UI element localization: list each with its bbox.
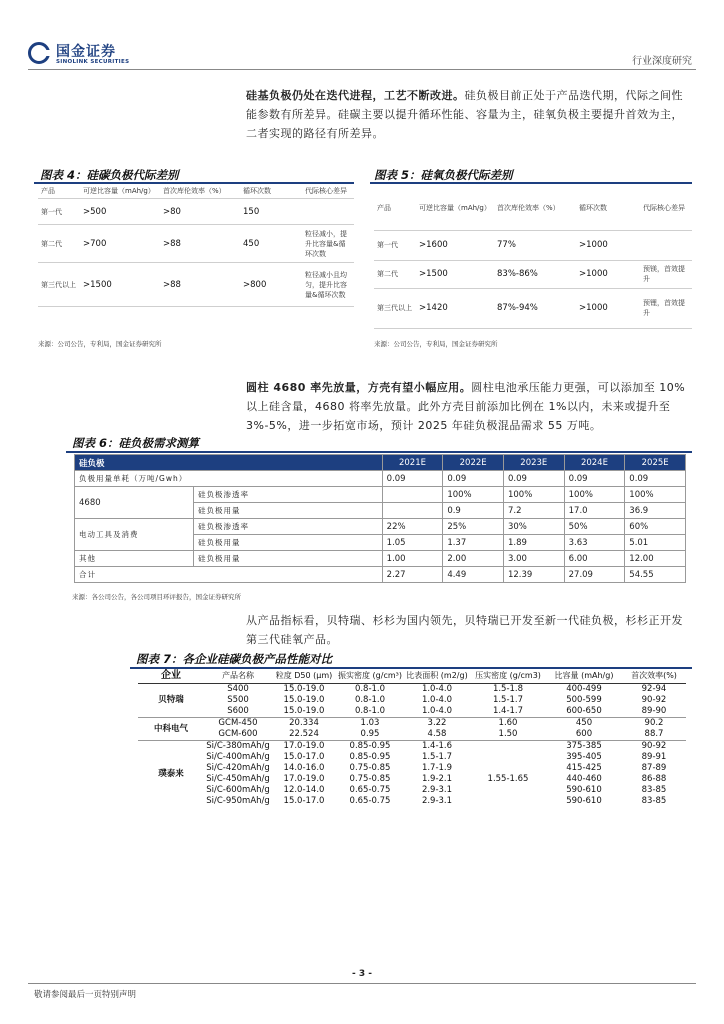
table-header-row: [138, 670, 686, 684]
header-cell: 振实密度 (g/cm³): [336, 670, 404, 684]
cell: 14.0-16.0: [283, 763, 325, 773]
header-cell: 比容量 (mAh/g): [546, 670, 622, 684]
header-cell: 代际核心差异: [640, 186, 692, 230]
cell: [470, 796, 546, 807]
cell: Si/C-950mAh/g: [206, 796, 270, 806]
table-header-row: [374, 186, 692, 230]
cell: 25%: [443, 519, 504, 535]
fig4-title: 图表 4：硅碳负极代际差别: [40, 168, 179, 182]
company-cell: 璞泰来: [138, 741, 204, 808]
cell: 4.49: [443, 567, 504, 583]
cell: 15.0-19.0: [283, 684, 325, 694]
table-row: [138, 718, 686, 730]
cell: 0.8-1.0: [354, 706, 386, 716]
cell: 粒径减小且均匀，提升比容量&循环次数: [302, 263, 354, 307]
company-cell: 中科电气: [138, 718, 204, 741]
cell: 第一代: [374, 230, 416, 260]
cell: [382, 503, 443, 519]
cell: [470, 741, 546, 753]
cell: 0.09: [382, 471, 443, 487]
header-cell: 企业: [138, 670, 204, 684]
cell: 83-85: [641, 796, 667, 806]
cell: 7.2: [503, 503, 564, 519]
cell: 450: [240, 225, 302, 263]
cell: 12.0-14.0: [283, 785, 325, 795]
cell: >1000: [576, 230, 640, 260]
cell: 22%: [382, 519, 443, 535]
header-cell: 粒度 D50 (μm): [272, 670, 336, 684]
fig4-source: 来源：公司公告，专利局，国金证券研究所: [38, 340, 162, 348]
cell: 92-94: [641, 684, 667, 694]
cell: [302, 199, 354, 225]
year-cell: 2023E: [503, 455, 564, 471]
cell: >1000: [576, 288, 640, 328]
cell: 415-425: [566, 763, 602, 773]
fig6-source: 来源：各公司公告，各公司项目环评报告，国金证券研究所: [72, 593, 241, 601]
cell: 15.0-17.0: [283, 796, 325, 806]
cell: 0.09: [443, 471, 504, 487]
cell: 1.00: [382, 551, 443, 567]
cell: 0.95: [360, 729, 380, 739]
cell: 第一代: [38, 199, 80, 225]
cell: >1000: [576, 260, 640, 288]
table-row: [138, 752, 686, 763]
footer-disclaimer: 敬请参阅最后一页特别声明: [34, 990, 137, 1000]
page-number: - 3 -: [352, 969, 372, 979]
cell: 60%: [625, 519, 686, 535]
header-cell: 可逆比容量（mAh/g）: [416, 186, 494, 230]
cell: 375-385: [546, 741, 622, 753]
cell: 590-610: [566, 796, 602, 806]
cell: 90-92: [622, 741, 686, 753]
cell: 83-85: [641, 785, 667, 795]
table-row: [138, 729, 686, 741]
cell: 6.00: [564, 551, 625, 567]
cell: 450: [546, 718, 622, 730]
fig5-table: [374, 186, 692, 329]
year-cell: 2022E: [443, 455, 504, 471]
cell: 1.0-4.0: [421, 706, 453, 716]
group-label: 电动工具及消费: [75, 519, 194, 551]
cell: 预锂，首效提升: [640, 288, 692, 328]
cell: 15.0-19.0: [283, 706, 325, 716]
cell: 22.524: [289, 729, 319, 739]
header-cell: 首次库伦效率（%）: [160, 184, 240, 199]
cell: 90-92: [641, 695, 667, 705]
cell: 预镁，首效提升: [640, 260, 692, 288]
cell: 3.00: [503, 551, 564, 567]
table-row: [374, 288, 692, 328]
header-cell: 代际核心差异: [302, 184, 354, 199]
cell: 88.7: [644, 729, 664, 739]
table-row: [38, 263, 354, 307]
cell: 54.55: [625, 567, 686, 583]
cell: 440-460: [566, 774, 602, 784]
row-label: 负极用量单耗（万吨/Gwh）: [75, 471, 383, 487]
table-row: [75, 551, 686, 567]
cell: 3.63: [564, 535, 625, 551]
fig7-title: 图表 7：各企业硅碳负极产品性能对比: [136, 652, 333, 666]
cell: 1.5-1.8: [492, 684, 524, 694]
report-type: 行业深度研究: [632, 56, 692, 67]
row-label: 硅负极渗透率: [194, 519, 383, 535]
fig6-table: [74, 454, 686, 583]
cell: 第二代: [38, 225, 80, 263]
cell: 27.09: [564, 567, 625, 583]
header-divider: [28, 69, 696, 70]
cell: 86-88: [641, 774, 667, 784]
cell: 100%: [625, 487, 686, 503]
cell: 1.37: [443, 535, 504, 551]
cell: >88: [160, 263, 240, 307]
cell: [640, 230, 692, 260]
cell: 粒径减小，提升比容量&循环次数: [302, 225, 354, 263]
cell: 17.0-19.0: [272, 741, 336, 753]
cell: 12.39: [503, 567, 564, 583]
cell: >80: [160, 199, 240, 225]
cell: 30%: [503, 519, 564, 535]
cell: >800: [240, 263, 302, 307]
table-row: [38, 199, 354, 225]
cell: 2.00: [443, 551, 504, 567]
group-label: 其他: [75, 551, 194, 567]
fig7-rule: [130, 667, 692, 669]
cell: 500-599: [566, 695, 602, 705]
header-cell: 产品: [38, 184, 80, 199]
row-label: 硅负极渗透率: [194, 487, 383, 503]
cell: 89-90: [641, 706, 667, 716]
table-row: [374, 230, 692, 260]
cell: 89-91: [641, 752, 667, 762]
cell: >500: [80, 199, 160, 225]
header-cell: 压实密度 (g/cm3): [470, 670, 546, 684]
row-label: 硅负极用量: [194, 551, 383, 567]
table-row: [138, 706, 686, 718]
logo-text: 国金证券: [56, 44, 116, 60]
cell: 1.60: [470, 718, 546, 730]
cell: 1.89: [503, 535, 564, 551]
intro-paragraph: 硅基负极仍处在迭代进程，工艺不断改进。硅负极目前正处于产品迭代期，代际之间性能参数有所差异。硅碳主要以提升循环性能、容量为主，硅氧负极主要提升首效为主，二者实现的路径有所差异。: [246, 89, 683, 140]
cell: >1500: [80, 263, 160, 307]
cell: [470, 763, 546, 774]
cell: 第三代以上: [374, 288, 416, 328]
cell: 0.65-0.75: [349, 785, 391, 795]
cell: 100%: [564, 487, 625, 503]
table-row: [138, 774, 686, 785]
cell: S500: [227, 695, 249, 705]
cell: S400: [227, 684, 249, 694]
cell: 1.9-2.1: [421, 774, 453, 784]
table-row: [75, 487, 686, 503]
cell: 400-499: [566, 684, 602, 694]
cell: 0.9: [443, 503, 504, 519]
cell: 395-405: [566, 752, 602, 762]
cell: >1420: [416, 288, 494, 328]
group-label: 4680: [75, 487, 194, 519]
cell: 0.85-0.95: [349, 752, 391, 762]
cell: 83%-86%: [494, 260, 576, 288]
cell: 第三代以上: [38, 263, 80, 307]
table-row: [374, 260, 692, 288]
cell: Si/C-450mAh/g: [206, 774, 270, 784]
logo-icon: [28, 42, 50, 64]
year-cell: 2025E: [625, 455, 686, 471]
table-row: [38, 225, 354, 263]
cell: 1.5-1.7: [421, 752, 453, 762]
cell: [382, 487, 443, 503]
cell: 4.58: [427, 729, 447, 739]
cell: 1.55-1.65: [487, 774, 529, 784]
header-cell: 产品: [374, 186, 416, 230]
header-cell: 首次效率(%): [622, 670, 686, 684]
cell: 2.9-3.1: [421, 796, 453, 806]
cell: Si/C-380mAh/g: [204, 741, 272, 753]
cell: 3.22: [404, 718, 470, 730]
header-cell: 循环次数: [240, 184, 302, 199]
cell: >1600: [416, 230, 494, 260]
cell: 1.03: [336, 718, 404, 730]
cell: >700: [80, 225, 160, 263]
cell: 0.8-1.0: [354, 695, 386, 705]
cell: 1.5-1.7: [492, 695, 524, 705]
cell: 0.09: [503, 471, 564, 487]
cell: 100%: [503, 487, 564, 503]
cell: 17.0-19.0: [283, 774, 325, 784]
cell: 36.9: [625, 503, 686, 519]
year-cell: 2021E: [382, 455, 443, 471]
cell: [470, 785, 546, 796]
cell: 87%-94%: [494, 288, 576, 328]
fig4-table: [38, 184, 354, 307]
cell: 0.09: [625, 471, 686, 487]
cell: 77%: [494, 230, 576, 260]
cell: 1.05: [382, 535, 443, 551]
cell: 87-89: [641, 763, 667, 773]
cell: GCM-450: [204, 718, 272, 730]
row-label: 合计: [75, 567, 383, 583]
logo-subtext: SINOLINK SECURITIES: [56, 59, 130, 65]
table-row: [75, 519, 686, 535]
company-cell: 贝特瑞: [158, 695, 184, 705]
cell: S600: [227, 706, 249, 716]
fig7-table: [138, 670, 686, 807]
table-row: [138, 785, 686, 796]
cell: >1500: [416, 260, 494, 288]
cell: 90.2: [622, 718, 686, 730]
cell: 20.334: [272, 718, 336, 730]
year-cell: 2024E: [564, 455, 625, 471]
cell: 2.27: [382, 567, 443, 583]
cylinder-paragraph: 圆柱 4680 率先放量，方壳有望小幅应用。圆柱电池承压能力更强，可以添加至 10%以上硅含量，4680 将率先放量。此外方壳目前添加比例在 1%以内，未来或提升至 3%-5%，进一步拓宽市场，预计 2025 年硅负极混品需求 55 万吨。: [246, 381, 686, 432]
fig6-title: 图表 6：硅负极需求测算: [72, 436, 200, 450]
table-row: [138, 763, 686, 774]
row-label: 硅负极用量: [194, 503, 383, 519]
fig5-source: 来源：公司公告，专利局，国金证券研究所: [374, 340, 498, 348]
fig6-rule: [66, 451, 692, 453]
table-header-row: [38, 184, 354, 199]
cell: 第二代: [374, 260, 416, 288]
cell: 17.0: [564, 503, 625, 519]
cell: 50%: [564, 519, 625, 535]
header-cell: 比表面积 (m2/g): [404, 670, 470, 684]
cell: 1.0-4.0: [421, 684, 453, 694]
cell: 1.7-1.9: [421, 763, 453, 773]
fig5-title: 图表 5：硅氧负极代际差别: [374, 168, 513, 182]
table-row: [138, 741, 686, 753]
cell: Si/C-420mAh/g: [206, 763, 270, 773]
cell: 15.0-19.0: [283, 695, 325, 705]
cell: 0.8-1.0: [354, 684, 386, 694]
cell: 0.85-0.95: [336, 741, 404, 753]
table-row: [138, 684, 686, 696]
header-cell: 循环次数: [576, 186, 640, 230]
cell: 590-610: [566, 785, 602, 795]
fig5-rule: [370, 182, 692, 184]
table-header-row: [75, 455, 686, 471]
header-cell: 首次库伦效率（%）: [494, 186, 576, 230]
header-cell: 产品名称: [204, 670, 272, 684]
header-cell: 可逆比容量（mAh/g）: [80, 184, 160, 199]
cell: 12.00: [625, 551, 686, 567]
table-row: [138, 695, 686, 706]
table-row: [75, 471, 686, 487]
cell: 2.9-3.1: [421, 785, 453, 795]
cell: 0.75-0.85: [349, 763, 391, 773]
row-label: 硅负极用量: [194, 535, 383, 551]
cell: 1.4-1.7: [492, 706, 524, 716]
cell: 600-650: [566, 706, 602, 716]
table-row: [138, 796, 686, 807]
cell: >88: [160, 225, 240, 263]
cell: 1.4-1.6: [404, 741, 470, 753]
cell: 150: [240, 199, 302, 225]
cell: 1.50: [498, 729, 518, 739]
cell: 0.09: [564, 471, 625, 487]
cell: 1.0-4.0: [421, 695, 453, 705]
cell: GCM-600: [218, 729, 258, 739]
products-paragraph: 从产品指标看，贝特瑞、杉杉为国内领先，贝特瑞已开发至新一代硅负极，杉杉正开发第三代硅氧产品。: [246, 614, 683, 646]
cell: 100%: [443, 487, 504, 503]
cell: 15.0-17.0: [283, 752, 325, 762]
cell: Si/C-600mAh/g: [206, 785, 270, 795]
table-total-row: [75, 567, 686, 583]
cell: 600: [575, 729, 593, 739]
cell: 5.01: [625, 535, 686, 551]
cell: 0.65-0.75: [349, 796, 391, 806]
cell: 0.75-0.85: [349, 774, 391, 784]
footer-divider: [28, 983, 696, 984]
header-cell: 硅负极: [75, 455, 383, 471]
cell: [470, 752, 546, 763]
cell: Si/C-400mAh/g: [206, 752, 270, 762]
